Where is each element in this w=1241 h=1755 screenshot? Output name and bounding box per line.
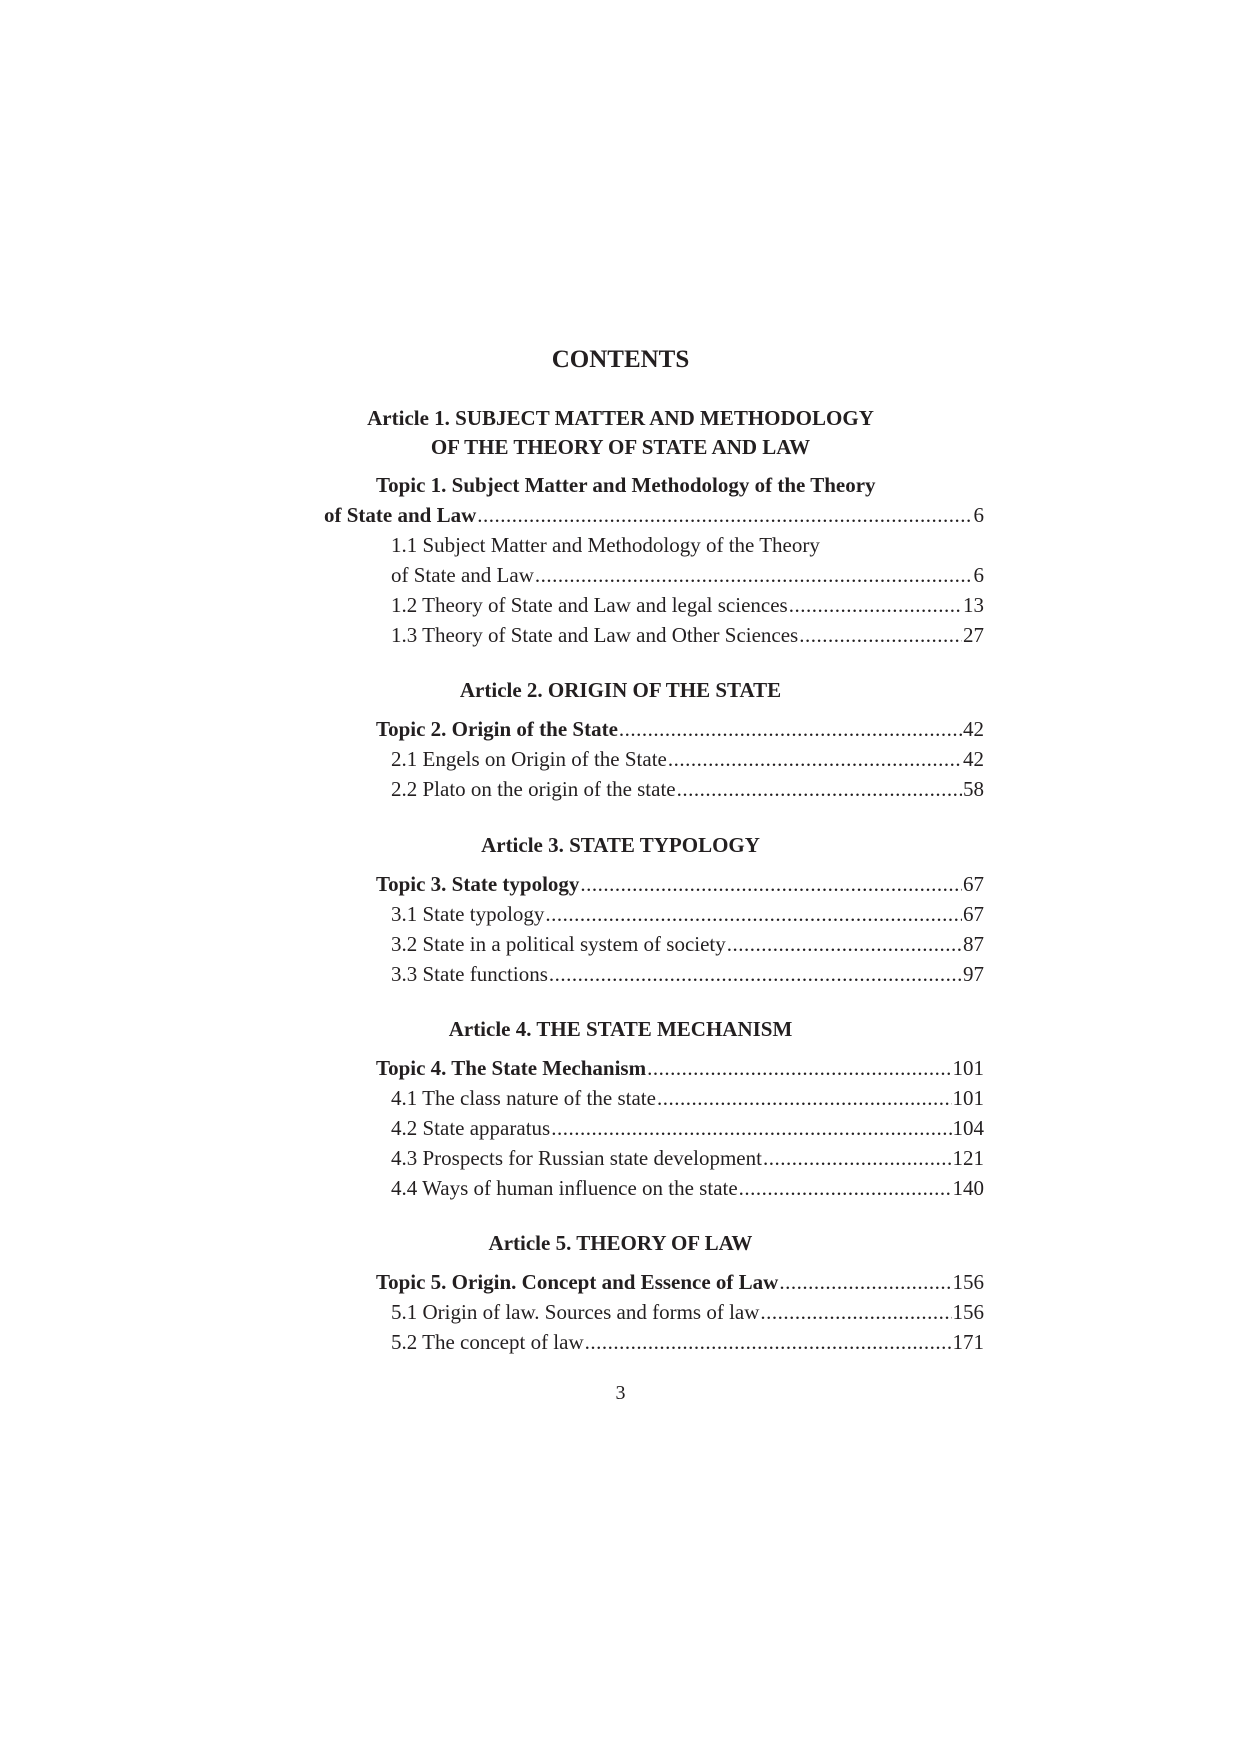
- section-5-1-label: 5.1 Origin of law. Sources and forms of law: [391, 1300, 760, 1324]
- article-3-heading: [0, 831, 1241, 860]
- toc-entry-topic-1[interactable]: [324, 501, 984, 530]
- section-2-2-label: 2.2 Plato on the origin of the state: [391, 777, 676, 801]
- article-1-heading: [0, 404, 1241, 462]
- toc-entry-section-5-2[interactable]: [391, 1328, 984, 1357]
- toc-entry-section-2-1[interactable]: [391, 745, 984, 774]
- toc-entry-section-1-2[interactable]: [391, 591, 984, 620]
- toc-entry-topic-2[interactable]: [376, 715, 984, 744]
- leader-dots: [799, 621, 962, 650]
- section-3-2-label: 3.2 State in a political system of society: [391, 932, 726, 956]
- toc-entry-section-4-2[interactable]: [391, 1114, 984, 1143]
- toc-entry-section-3-1[interactable]: [391, 900, 984, 929]
- leader-dots: [585, 1328, 952, 1357]
- leader-dots: [727, 930, 962, 959]
- article-2-heading-line-1: Article 2. ORIGIN OF THE STATE: [459, 678, 782, 702]
- toc-entry-section-3-3[interactable]: [391, 960, 984, 989]
- section-4-1-label: 4.1 The class nature of the state: [391, 1086, 656, 1110]
- article-1-heading-line-1: Article 1. SUBJECT MATTER AND METHODOLOGY: [367, 406, 874, 430]
- article-5-heading-line-1: Article 5. THEORY OF LAW: [488, 1231, 753, 1255]
- section-3-3-label: 3.3 State functions: [391, 962, 548, 986]
- topic-3-label: Topic 3. State typology: [376, 872, 580, 896]
- toc-entry-section-4-3[interactable]: [391, 1144, 984, 1173]
- section-4-3-label: 4.3 Prospects for Russian state development: [391, 1146, 762, 1170]
- leader-dots: [779, 1268, 951, 1297]
- toc-entry-section-1-3[interactable]: [391, 621, 984, 650]
- section-3-1-page: 67: [963, 902, 984, 926]
- leader-dots: [647, 1054, 951, 1083]
- leader-dots: [535, 561, 973, 590]
- leader-dots: [657, 1084, 952, 1113]
- toc-entry-section-5-1[interactable]: [391, 1298, 984, 1327]
- leader-dots: [551, 1114, 951, 1143]
- contents-title: CONTENTS: [551, 346, 690, 373]
- section-1-3-page: 27: [963, 623, 984, 647]
- section-1-3-label: 1.3 Theory of State and Law and Other Sciences: [391, 623, 799, 647]
- topic-1-label-line-1: Topic 1. Subject Matter and Methodology of the Theory: [376, 473, 876, 497]
- section-1-2-page: 13: [963, 593, 984, 617]
- topic-4-label: Topic 4. The State Mechanism: [376, 1056, 647, 1080]
- toc-entry-section-4-1[interactable]: [391, 1084, 984, 1113]
- topic-1-label-line-2: of State and Law: [324, 503, 477, 527]
- section-5-2-label: 5.2 The concept of law: [391, 1330, 584, 1354]
- section-3-2-page: 87: [963, 932, 984, 956]
- toc-entry-topic-4[interactable]: [376, 1054, 984, 1083]
- toc-entry-topic-5[interactable]: [376, 1268, 984, 1297]
- article-4-heading-line-1: Article 4. THE STATE MECHANISM: [448, 1017, 793, 1041]
- leader-dots: [545, 900, 962, 929]
- toc-entry-topic-3[interactable]: [376, 870, 984, 899]
- leader-dots: [580, 870, 962, 899]
- toc-entry-section-3-2[interactable]: [391, 930, 984, 959]
- topic-5-page: 156: [952, 1270, 984, 1294]
- article-2-heading: [0, 676, 1241, 705]
- section-5-2-page: 171: [952, 1330, 984, 1354]
- article-3-heading-line-1: Article 3. STATE TYPOLOGY: [481, 833, 760, 857]
- toc-entry-section-4-4[interactable]: [391, 1174, 984, 1203]
- leader-dots: [789, 591, 962, 620]
- topic-2-label: Topic 2. Origin of the State: [376, 717, 618, 741]
- topic-4-page: 101: [952, 1056, 984, 1080]
- topic-2-page: 42: [963, 717, 984, 741]
- leader-dots: [549, 960, 962, 989]
- leader-dots: [477, 501, 972, 530]
- leader-dots: [677, 775, 962, 804]
- article-5-heading: [0, 1229, 1241, 1258]
- leader-dots: [760, 1298, 951, 1327]
- section-4-3-page: 121: [952, 1146, 984, 1170]
- section-1-1-page: 6: [973, 563, 984, 587]
- section-1-1-label-line-1: 1.1 Subject Matter and Methodology of the Theory: [391, 533, 820, 557]
- leader-dots: [739, 1174, 952, 1203]
- section-2-1-page: 42: [963, 747, 984, 771]
- section-4-4-page: 140: [952, 1176, 984, 1200]
- toc-entry-section-1-1[interactable]: [391, 561, 984, 590]
- topic-5-label: Topic 5. Origin. Concept and Essence of Law: [376, 1270, 779, 1294]
- section-3-3-page: 97: [963, 962, 984, 986]
- section-3-1-label: 3.1 State typology: [391, 902, 545, 926]
- topic-3-page: 67: [963, 872, 984, 896]
- section-4-2-label: 4.2 State apparatus: [391, 1116, 551, 1140]
- section-5-1-page: 156: [952, 1300, 984, 1324]
- topic-1-page: 6: [973, 503, 984, 527]
- section-4-2-page: 104: [952, 1116, 984, 1140]
- leader-dots: [619, 715, 962, 744]
- section-1-1-label-line-2: of State and Law: [391, 563, 534, 587]
- section-1-2-label: 1.2 Theory of State and Law and legal sciences: [391, 593, 788, 617]
- article-4-heading: [0, 1015, 1241, 1044]
- leader-dots: [763, 1144, 952, 1173]
- section-4-4-label: 4.4 Ways of human influence on the state: [391, 1176, 738, 1200]
- leader-dots: [668, 745, 962, 774]
- section-2-2-page: 58: [963, 777, 984, 801]
- page-number: 3: [615, 1382, 626, 1404]
- article-1-heading-line-2: OF THE THEORY OF STATE AND LAW: [430, 435, 811, 459]
- section-4-1-page: 101: [952, 1086, 984, 1110]
- toc-entry-section-2-2[interactable]: [391, 775, 984, 804]
- section-2-1-label: 2.1 Engels on Origin of the State: [391, 747, 667, 771]
